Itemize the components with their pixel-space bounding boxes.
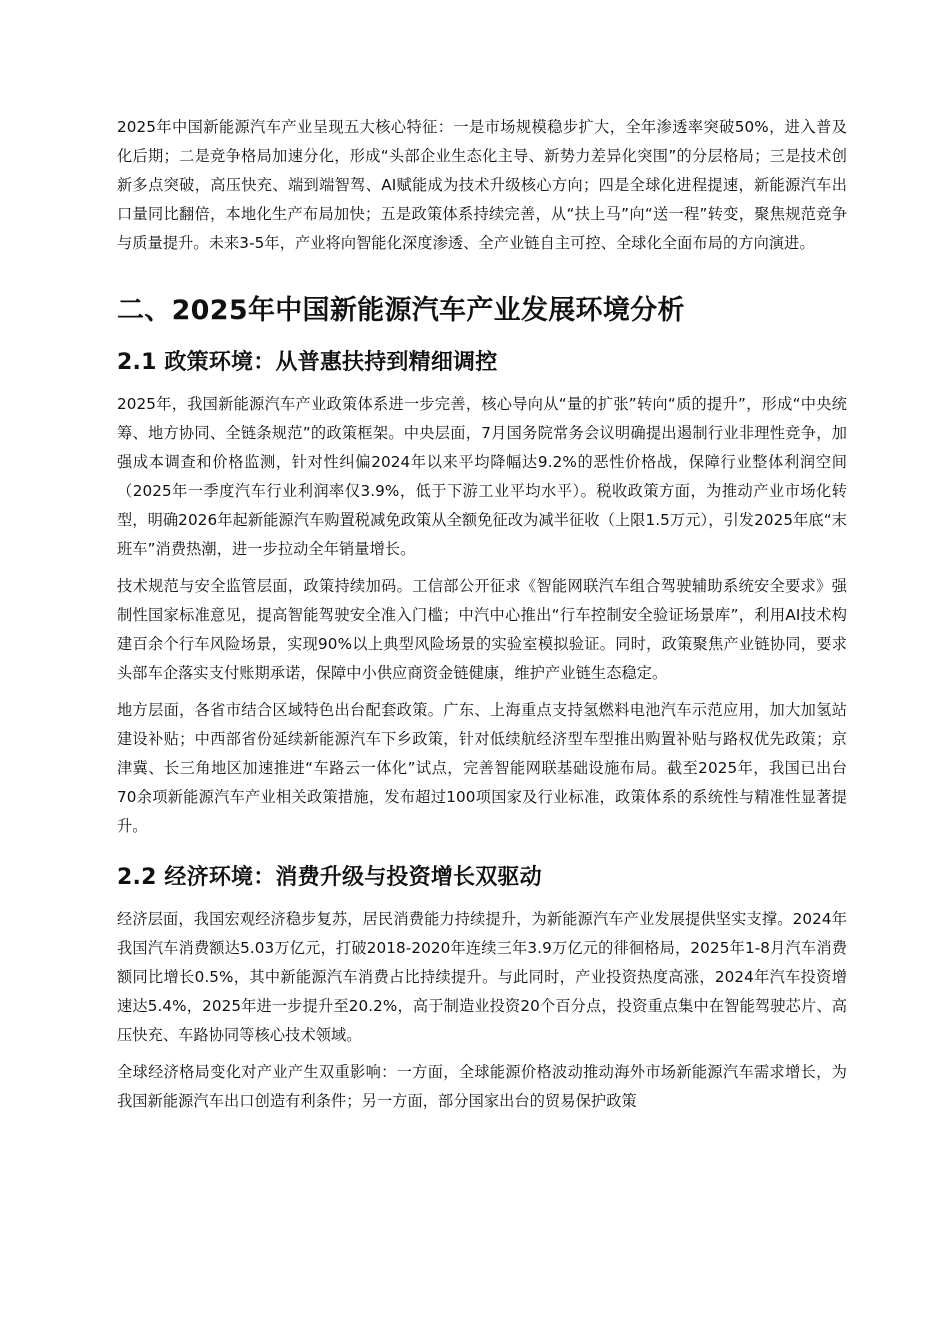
economy-paragraph-1: 经济层面，我国宏观经济稳步复苏，居民消费能力持续提升，为新能源汽车产业发展提供坚实支撑。2024年我国汽车消费额达5.03万亿元，打破2018-2020年连续三年3.9万亿元的徘徊格局，2025年1-8月汽车消费额同比增长0.5%，其中新能源汽车消费占比持续提升。与此同时，产业投资热度高涨，2024年汽车投资增速达5.4%，2025年进一步提升至20.2%，高于制造业投资20个百分点，投资重点集中在智能驾驶芯片、高压快充、车路协同等核心技术领域。 [117, 910, 847, 1044]
policy-paragraph-3: 地方层面，各省市结合区域特色出台配套政策。广东、上海重点支持氢燃料电池汽车示范应用，加大加氢站建设补贴；中西部省份延续新能源汽车下乡政策，针对低续航经济型车型推出购置补贴与路权优先政策；京津冀、长三角地区加速推进“车路云一体化”试点，完善智能网联基础设施布局。截至2025年，我国已出台70余项新能源汽车产业相关政策措施，发布超过100项国家及行业标准，政策体系的系统性与精准性显著提升。 [117, 701, 847, 835]
spacer [117, 258, 847, 293]
economy-paragraph-2: 全球经济格局变化对产业产生双重影响：一方面，全球能源价格波动推动海外市场新能源汽车需求增长，为我国新能源汽车出口创造有利条件；另一方面，部分国家出台的贸易保护政策 [117, 1063, 847, 1110]
document-page [117, 113, 847, 1116]
policy-paragraph-1: 2025年，我国新能源汽车产业政策体系进一步完善，核心导向从“量的扩张”转向“质的提升”，形成“中央统筹、地方协同、全链条规范”的政策框架。中央层面，7月国务院常务会议明确提出遏制行业非理性竞争，加强成本调查和价格监测，针对性纠偏2024年以来平均降幅达9.2%的恶性价格战，保障行业整体利润空间（2025年一季度汽车行业利润率仅3.9%，低于下游工业平均水平）。税收政策方面，为推动产业市场化转型，明确2026年起新能源汽车购置税减免政策从全额免征改为减半征收（上限1.5万元），引发2025年底“末班车”消费热潮，进一步拉动全年销量增长。 [117, 395, 847, 558]
subsection-2-2-title: 2.2 经济环境：消费升级与投资增长双驱动 [117, 865, 542, 890]
spacer [117, 378, 847, 390]
intro-paragraph: 2025年中国新能源汽车产业呈现五大核心特征：一是市场规模稳步扩大，全年渗透率突破50%，进入普及化后期；二是竞争格局加速分化，形成“头部企业生态化主导、新势力差异化突围”的分层格局；三是技术创新多点突破，高压快充、端到端智驾、AI赋能成为技术升级核心方向；四是全球化进程提速，新能源汽车出口量同比翻倍，本地化生产布局加快；五是政策体系持续完善，从“扶上马”向“送一程”转变，聚焦规范竞争与质量提升。未来3-5年，产业将向智能化深度渗透、全产业链自主可控、全球化全面布局的方向演进。 [117, 118, 847, 252]
policy-paragraph-2: 技术规范与安全监管层面，政策持续加码。工信部公开征求《智能网联汽车组合驾驶辅助系统安全要求》强制性国家标准意见，提高智能驾驶安全准入门槛；中汽中心推出“行车控制安全验证场景库”，利用AI技术构建百余个行车风险场景，实现90%以上典型风险场景的实验室模拟验证。同时，政策聚焦产业链协同，要求头部车企落实支付账期承诺，保障中小供应商资金链健康，维护产业链生态稳定。 [117, 577, 847, 682]
spacer [117, 893, 847, 905]
spacer [117, 841, 847, 863]
subsection-2-1-title: 2.1 政策环境：从普惠扶持到精细调控 [117, 350, 498, 375]
section-2-title: 二、2025年中国新能源汽车产业发展环境分析 [117, 295, 685, 326]
spacer [117, 329, 847, 348]
